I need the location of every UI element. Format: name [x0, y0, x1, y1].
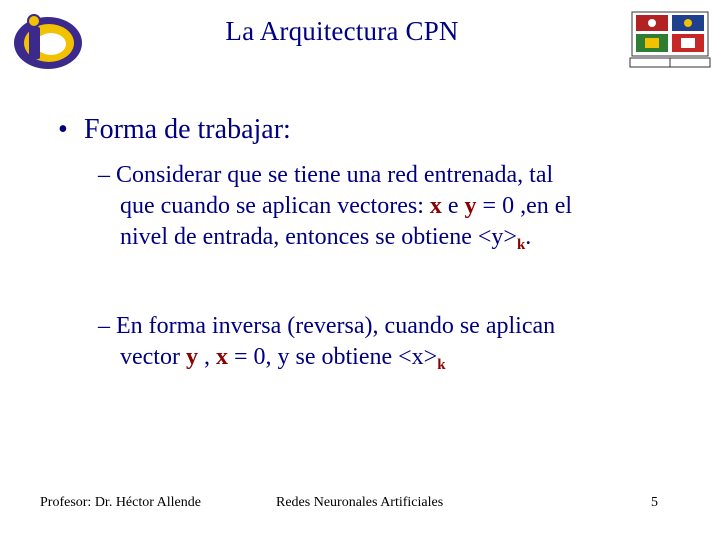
text: = 0, y se obtiene <x> — [227, 344, 438, 370]
university-shield-logo — [628, 10, 712, 70]
main-bullet — [58, 114, 291, 146]
text: = 0 ,en el — [476, 193, 573, 219]
text: nivel de entrada, entonces se obtiene <y> — [120, 224, 517, 250]
bullet-mark: • — [58, 114, 68, 145]
subscript-k: k — [516, 237, 526, 253]
vector-x: x — [215, 344, 228, 370]
bullet-text: Forma de trabajar: — [84, 114, 291, 145]
text: . — [525, 224, 532, 250]
vector-y: y — [185, 344, 198, 370]
text: En forma inversa (reversa), cuando se aplican — [116, 313, 556, 339]
footer-course: Redes Neuronales Artificiales — [276, 495, 444, 510]
sub-item-1-line-1 — [98, 160, 658, 191]
text: que cuando se aplican vectores: — [120, 193, 430, 219]
text: vector — [120, 344, 186, 370]
text: Considerar que se tiene una red entrenada, tal — [116, 162, 554, 188]
sub-item-1-line-3 — [98, 222, 658, 261]
sub-item-1 — [98, 160, 658, 261]
slide-title: La Arquitectura CPN — [225, 16, 459, 46]
sub-item-2-line-1 — [98, 311, 658, 342]
text: e — [441, 193, 465, 219]
footer-page-number: 5 — [651, 495, 658, 510]
sub-item-1-line-2 — [98, 191, 658, 222]
subscript-k: k — [437, 357, 446, 373]
dash: – — [98, 313, 110, 339]
vector-y: y — [464, 193, 477, 219]
sub-item-2-line-2 — [98, 342, 658, 381]
sub-item-2 — [98, 311, 658, 381]
footer-author: Profesor: Dr. Héctor Allende — [40, 495, 201, 510]
text: , — [197, 344, 216, 370]
vector-x: x — [429, 193, 442, 219]
dash: – — [98, 162, 110, 188]
